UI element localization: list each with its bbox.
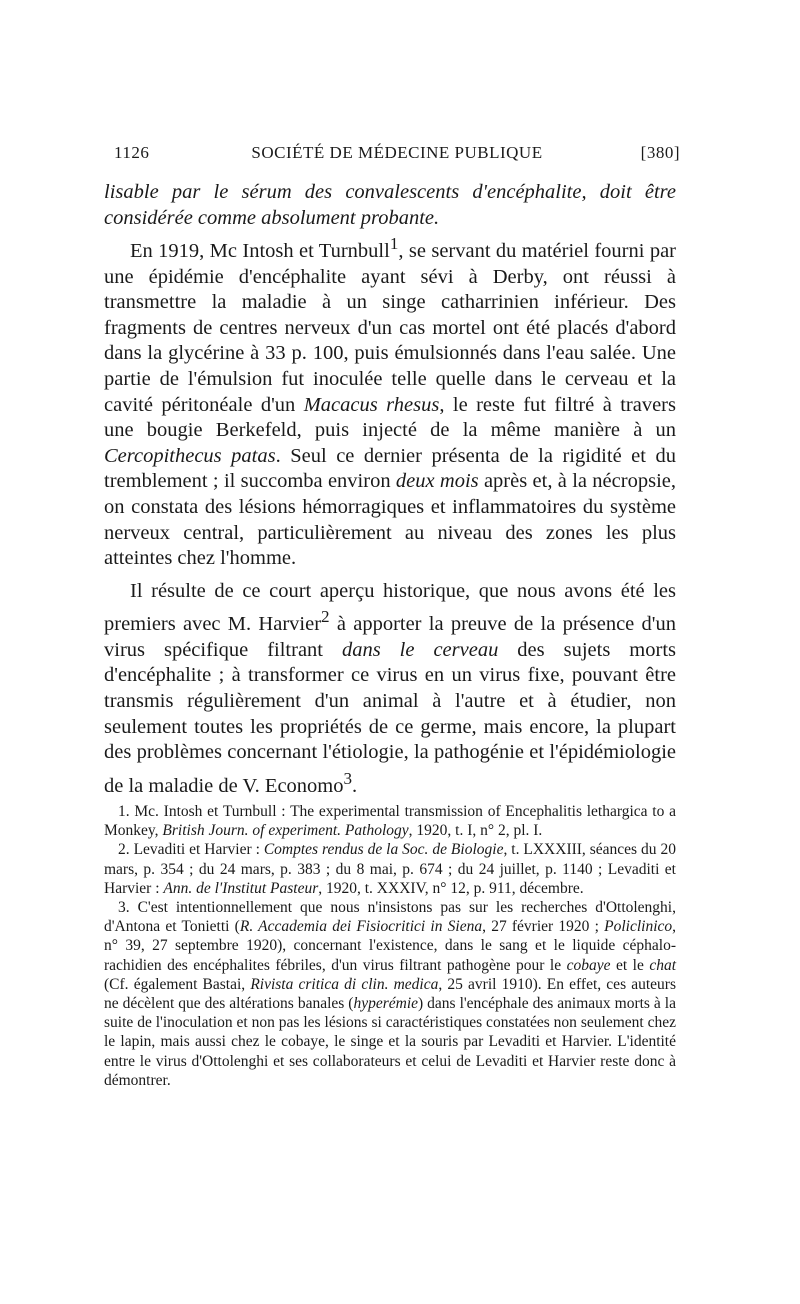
text-run: , 27 février 1920 ; [482, 918, 605, 936]
text-run: ) dans l'encéphale des animaux morts à la suite de l'inoculation et non pas les lésions si caractéristiques constatées non seulement chez le lapin, mais aussi chez le cobaye, le singe et la souris par Levaditi et Harvier. L'identité entre le virus d'Ottolenghi et ses collaborateurs et celui de Levaditi et Harvier reste donc à démontrer. [104, 995, 676, 1089]
footnote-ref-3: 3 [343, 768, 353, 788]
footnote-3 [104, 898, 676, 1090]
text-run: . Seul ce dernier présenta de la rigidité et du tremblement ; il succomba environ [104, 444, 676, 493]
text-run: 2. Levaditi et Harvier : [118, 841, 264, 859]
emphasis-text: deux mois [395, 470, 479, 493]
journal-title: Rivista critica di clin. medica [250, 975, 439, 993]
text-run: , 1920, t. XXXIV, n° 12, p. 911, décembre. [318, 879, 584, 897]
running-title: SOCIÉTÉ DE MÉDECINE PUBLIQUE [251, 143, 543, 162]
paragraph-continuation-text: lisable par le sérum des convalescents d'encéphalite, doit être considérée comme absolument probante. [104, 181, 676, 229]
text-run: après et, à la nécropsie, on constata des lésions hémorragiques et inflammatoires du système nerveux central, particulièrement au niveau des zones les plus atteintes chez l'homme. [104, 470, 676, 570]
species-name: Macacus rhesus [303, 393, 440, 416]
emphasis-text: cobaye [566, 956, 611, 974]
footnote-2 [104, 840, 676, 898]
text-run: , se servant du matériel fourni par une épidémie d'encéphalite ayant sévi à Derby, ont réussi à transmettre la maladie à un singe catharrinien inférieur. Des fragments de centres nerveux d'un cas mortel ont été placés d'abord dans la glycérine à 33 p. 100, puis émulsionnés dans l'eau salée. Une partie de l'émulsion fut inoculée telle quelle dans le cerveau et la cavité péritonéale d'un [104, 240, 676, 416]
text-run: des sujets morts d'encéphalite ; à transformer ce virus en un virus fixe, pouvant être transmis régulièrement d'un animal à l'autre et à étudier, non seulement toutes les propriétés de ce germe, mais encore, la plupart des problèmes concernant l'étiologie, la pathogénie et l'épidémiologie de la maladie de V. Economo [104, 638, 676, 797]
paragraph-history [104, 231, 676, 572]
text-run: . [352, 774, 358, 797]
text-run: à apporter la preuve de la présence d'un virus spécifique filtrant [104, 613, 676, 661]
journal-title: British Journ. of experiment. Pathology [162, 822, 409, 840]
paragraph-continuation [104, 180, 676, 231]
text-run: Il résulte de ce court aperçu historique, que nous avons été les premiers avec M. Harvier [104, 579, 676, 636]
text-run: et le [610, 956, 650, 974]
text-run: , t. LXXXIII, séances du 20 mars, p. 354 ; du 24 mars, p. 383 ; du 8 mai, p. 674 ; du 24 juillet, p. 1140 ; Levaditi et Harvier : [104, 841, 676, 897]
page-number: 1126 [114, 143, 150, 162]
text-run: , n° 39, 27 septembre 1920), concernant l'existence, dans le sang et le liquide céphalo-rachidien des encéphalites fébriles, d'un virus filtrant pathogène pour le [104, 918, 677, 974]
species-name: Cercopithecus patas [104, 444, 276, 467]
body-text [104, 180, 676, 799]
text-run: 3. C'est intentionnellement que nous n'insistons pas sur les recherches d'Ottolenghi, d'Antona et Tonietti ( [104, 899, 676, 936]
text-run: 1. Mc. Intosh et Turnbull : The experimental transmission of Encephalitis lethargica to a Monkey, [104, 803, 676, 840]
journal-title: Comptes rendus de la Soc. de Biologie [263, 841, 504, 859]
emphasis-text: dans le cerveau [341, 638, 499, 661]
text-run: , 1920, t. I, n° 2, pl. I. [408, 822, 543, 840]
emphasis-text: hyperémie [353, 995, 419, 1013]
emphasis-text: chat [649, 956, 677, 974]
running-header [114, 143, 680, 169]
footnote-1 [104, 802, 676, 840]
page-reference: [380] [640, 143, 680, 162]
journal-title: Policlinico [604, 918, 673, 936]
footnote-ref-1: 1 [389, 234, 399, 254]
journal-title: R. Accademia dei Fisiocritici in Siena [239, 918, 483, 936]
paragraph-conclusion [104, 579, 676, 799]
journal-title: Ann. de l'Institut Pasteur [163, 879, 319, 897]
footnote-ref-2: 2 [321, 607, 330, 627]
text-run: En 1919, Mc Intosh et Turnbull [130, 240, 390, 263]
text-run: , le reste fut filtré à travers une bougie Berkefeld, puis injecté de la même manière à un [104, 393, 676, 442]
footnotes [104, 802, 676, 1090]
text-run: (Cf. également Bastai, [104, 975, 251, 993]
text-run: , 25 avril 1910). En effet, ces auteurs ne décèlent que des altérations banales ( [104, 975, 677, 1013]
